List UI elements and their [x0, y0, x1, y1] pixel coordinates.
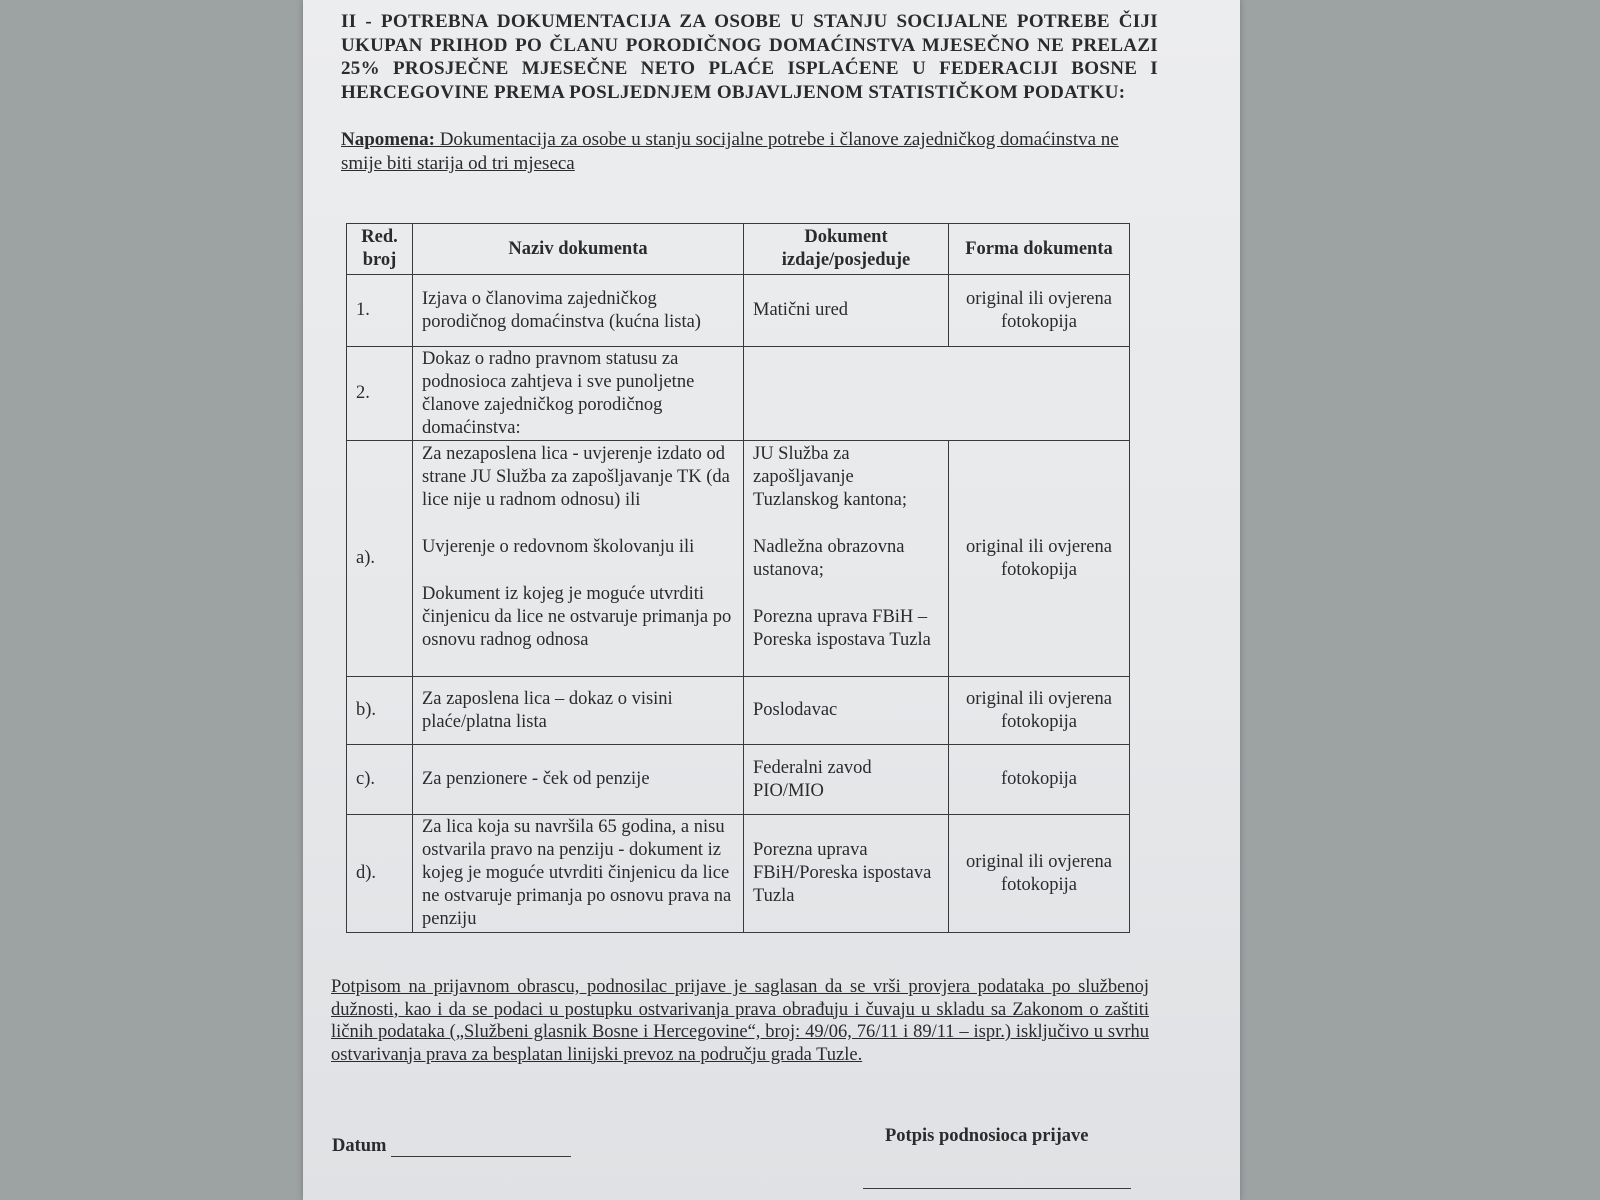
header-document-name: Naziv dokumenta [413, 224, 744, 275]
table-row [347, 441, 1130, 677]
documents-table [346, 223, 1130, 933]
document-name-part: Dokument iz kojeg je moguće utvrditi činjenicu da lice ne ostvaruje primanja po osnovu radnog odnosa [422, 584, 732, 650]
table-row [347, 275, 1130, 347]
consent-statement: Potpisom na prijavnom obrascu, podnosilac prijave je saglasan da se vrši provjera podataka po službenoj dužnosti, kao i da se podaci u postupku ostvarivanja prava obrađuju i čuvaju u skladu sa Zakonom o zaštiti ličnih podataka („Službeni glasnik Bosne i Hercegovine“, broj: 49/06, 76/11 i 89/11 – ispr.) isključivo u svrhu ostvarivanja prava za besplatan linijski prevoz na području grada Tuzle. [331, 977, 1149, 1065]
document-form: original ili ovjerena fotokopija [949, 815, 1130, 933]
table-header-row [347, 224, 1130, 275]
document-issuer-part: Porezna uprava FBiH – Poreska ispostava Tuzla [753, 607, 931, 650]
empty-merged-cell [744, 347, 1130, 441]
note [341, 128, 1141, 176]
document-name: Za lica koja su navršila 65 godina, a nisu ostvarila pravo na penziju - dokument iz kojeg je moguće utvrditi činjenicu da lice ne ostvaruje primanja po osnovu prava na penziju [413, 815, 744, 933]
date-label: Datum [332, 1136, 387, 1156]
row-number: 2. [347, 347, 413, 441]
document-issuer: Federalni zavod PIO/MIO [744, 745, 949, 815]
document-form: original ili ovjerena fotokopija [949, 441, 1130, 677]
document-issuer: Porezna uprava FBiH/Poreska ispostava Tuzla [744, 815, 949, 933]
signature-line [863, 1188, 1131, 1189]
header-issuer: Dokument izdaje/posjeduje [744, 224, 949, 275]
document-issuer: Poslodavac [744, 677, 949, 745]
table-row [347, 677, 1130, 745]
row-number: d). [347, 815, 413, 933]
document-issuer: Matični ured [744, 275, 949, 347]
document-issuer [744, 441, 949, 677]
table-row [347, 745, 1130, 815]
note-text: Dokumentacija za osobe u stanju socijalne potrebe i članove zajedničkog domaćinstva ne smije biti starija od tri mjeseca [341, 129, 1119, 174]
document-form: fotokopija [949, 745, 1130, 815]
row-number: c). [347, 745, 413, 815]
document-name-part: Za nezaposlena lica - uvjerenje izdato od strane JU Služba za zapošljavanje TK (da lice nije u radnom odnosu) ili [422, 444, 730, 510]
document-name-part: Uvjerenje o redovnom školovanju ili [422, 537, 695, 557]
table-row [347, 347, 1130, 441]
document-name: Dokaz o radno pravnom statusu za podnosioca zahtjeva i sve punoljetne članove zajedničkog porodičnog domaćinstva: [413, 347, 744, 441]
document-form: original ili ovjerena fotokopija [949, 677, 1130, 745]
table-row [347, 815, 1130, 933]
document-issuer-part: JU Služba za zapošljavanje Tuzlanskog kantona; [753, 444, 907, 510]
row-number: b). [347, 677, 413, 745]
section-heading: II - POTREBNA DOKUMENTACIJA ZA OSOBE U STANJU SOCIJALNE POTREBE ČIJI UKUPAN PRIHOD PO ČLANU PORODIČNOG DOMAĆINSTVA MJESEČNO NE PRELAZI 25% PROSJEČNE MJESEČNE NETO PLAĆE ISPLAĆENE U FEDERACIJI BOSNE I HERCEGOVINE PREMA POSLJEDNJEM OBJAVLJENOM STATISTIČKOM PODATKU: [341, 11, 1158, 103]
document-name: Za zaposlena lica – dokaz o visini plaće/platna lista [413, 677, 744, 745]
row-number: a). [347, 441, 413, 677]
document-page [303, 0, 1240, 1200]
document-name [413, 441, 744, 677]
header-number: Red. broj [347, 224, 413, 275]
document-name: Izjava o članovima zajedničkog porodičnog domaćinstva (kućna lista) [413, 275, 744, 347]
document-issuer-part: Nadležna obrazovna ustanova; [753, 537, 905, 580]
signature-label: Potpis podnosioca prijave [885, 1126, 1089, 1146]
row-number: 1. [347, 275, 413, 347]
header-form: Forma dokumenta [949, 224, 1130, 275]
date-line [391, 1156, 571, 1157]
note-label: Napomena: [341, 129, 435, 150]
document-name: Za penzionere - ček od penzije [413, 745, 744, 815]
document-form: original ili ovjerena fotokopija [949, 275, 1130, 347]
